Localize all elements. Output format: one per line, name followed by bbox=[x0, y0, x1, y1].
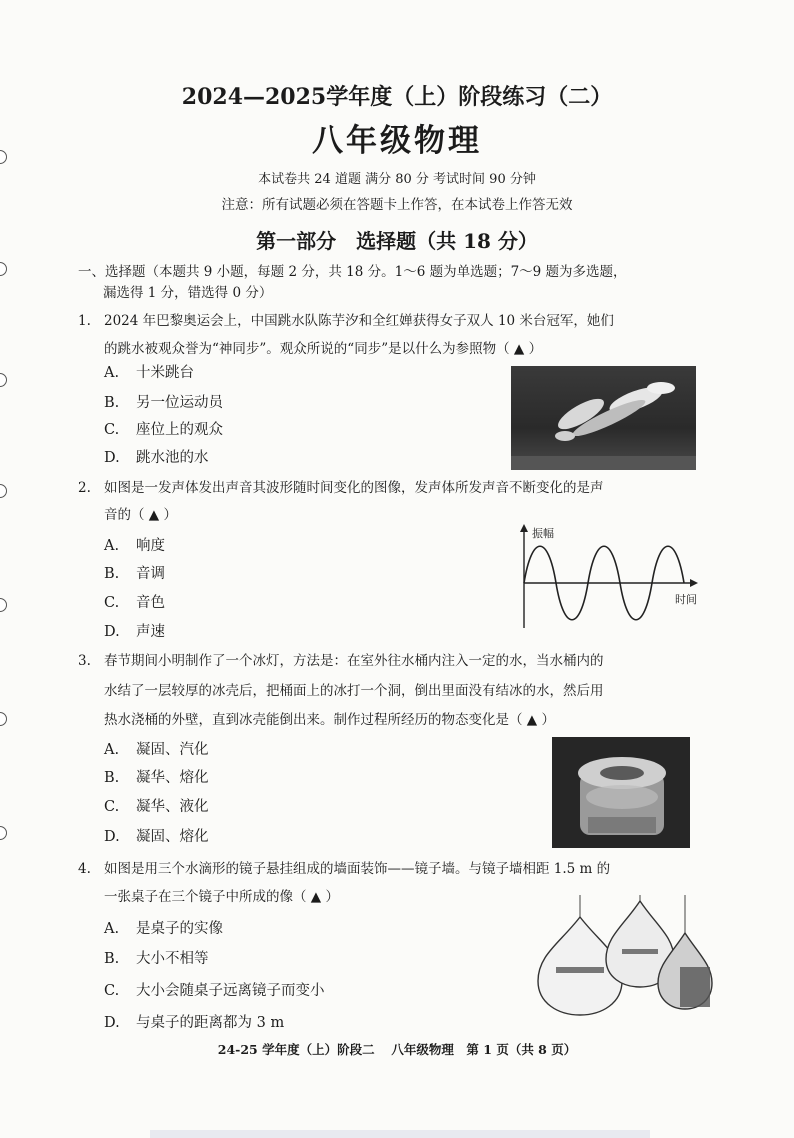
binding-hole bbox=[0, 826, 7, 840]
question-text: 2024 年巴黎奥运会上，中国跳水队陈芋汐和全红婵获得女子双人 10 米台冠军，她们 bbox=[104, 313, 614, 329]
y-axis-label: 振幅 bbox=[532, 527, 554, 540]
y-axis-arrow bbox=[520, 524, 528, 532]
question-1-line bbox=[78, 310, 614, 332]
question-1-option-c: C. 座位上的观众 bbox=[104, 422, 223, 438]
exam-note: 注意：所有试题必须在答题卡上作答，在本试卷上作答无效 bbox=[221, 197, 573, 213]
question-text: 春节期间小明制作了一个冰灯，方法是：在室外往水桶内注入一定的水，当水桶内的 bbox=[104, 653, 604, 669]
x-axis-label: 时间 bbox=[675, 593, 697, 606]
ice-lantern-photo bbox=[552, 737, 690, 848]
question-2-line: 音的（ ▲ ） bbox=[104, 507, 177, 523]
question-1-line: 的跳水被观众誉为“神同步”。观众所说的“同步”是以什么为参照物（ ▲ ） bbox=[104, 341, 543, 357]
question-2-option-d: D. 声速 bbox=[104, 624, 165, 640]
question-4-option-a: A. 是桌子的实像 bbox=[104, 921, 223, 937]
question-2-option-b: B. 音调 bbox=[104, 566, 165, 582]
question-3-option-b: B. 凝华、熔化 bbox=[104, 770, 209, 786]
waveform-graph bbox=[512, 524, 712, 632]
question-3-option-c: C. 凝华、液化 bbox=[104, 799, 209, 815]
question-text: 如图是用三个水滴形的镜子悬挂组成的墙面装饰——镜子墙。与镜子墙相距 1.5 m 的 bbox=[104, 861, 611, 877]
binding-hole bbox=[0, 598, 7, 612]
question-4-option-b: B. 大小不相等 bbox=[104, 951, 209, 967]
question-text: 如图是一发声体发出声音其波形随时间变化的图像，发声体所发声音不断变化的是声 bbox=[104, 480, 604, 496]
question-2-option-a: A. 响度 bbox=[104, 538, 165, 554]
question-4-option-d: D. 与桌子的距离都为 3 m bbox=[104, 1015, 285, 1031]
exam-title-subject: 八年级物理 bbox=[312, 123, 482, 159]
question-3-line: 热水浇桶的外壁，直到冰壳能倒出来。制作过程所经历的物态变化是（ ▲ ） bbox=[104, 712, 555, 728]
x-axis-arrow bbox=[690, 579, 698, 587]
question-number: 2. bbox=[78, 480, 91, 496]
section-instruction: 漏选得 1 分，错选得 0 分） bbox=[103, 285, 273, 301]
question-1-option-d: D. 跳水池的水 bbox=[104, 450, 209, 466]
question-2-line bbox=[78, 477, 604, 499]
exam-title-line1: 2024—2025学年度（上）阶段练习（二） bbox=[181, 84, 613, 110]
question-3-line bbox=[78, 650, 604, 672]
binding-hole bbox=[0, 712, 7, 726]
question-3-option-d: D. 凝固、熔化 bbox=[104, 829, 209, 845]
question-2-option-c: C. 音色 bbox=[104, 595, 165, 611]
question-4-line: 一张桌子在三个镜子中所成的像（ ▲ ） bbox=[104, 889, 339, 905]
question-1-option-a: A. 十米跳台 bbox=[104, 365, 194, 381]
binding-hole bbox=[0, 484, 7, 498]
question-1-option-b: B. 另一位运动员 bbox=[104, 395, 223, 411]
binding-hole bbox=[0, 262, 7, 276]
page-footer: 24-25 学年度（上）阶段二 八年级物理 第 1 页（共 8 页） bbox=[217, 1042, 577, 1057]
section-instruction: 一、选择题（本题共 9 小题，每题 2 分，共 18 分。1～6 题为单选题；7～9 题为多选题， bbox=[78, 264, 627, 280]
question-number: 1. bbox=[78, 313, 91, 329]
question-number: 3. bbox=[78, 653, 91, 669]
exam-info: 本试卷共 24 道题 满分 80 分 考试时间 90 分钟 bbox=[258, 172, 536, 187]
binding-hole bbox=[0, 373, 7, 387]
question-3-option-a: A. 凝固、汽化 bbox=[104, 742, 209, 758]
part-title: 第一部分 选择题（共 18 分） bbox=[256, 229, 538, 253]
scan-edge bbox=[150, 1130, 650, 1138]
question-4-option-c: C. 大小会随桌子远离镜子而变小 bbox=[104, 983, 325, 999]
divers-photo bbox=[511, 366, 696, 470]
question-number: 4. bbox=[78, 861, 91, 877]
mirror-wall-figure bbox=[530, 895, 720, 1020]
question-3-line: 水结了一层较厚的冰壳后，把桶面上的冰打一个洞，倒出里面没有结冰的水，然后用 bbox=[104, 683, 604, 699]
question-4-line bbox=[78, 858, 610, 880]
